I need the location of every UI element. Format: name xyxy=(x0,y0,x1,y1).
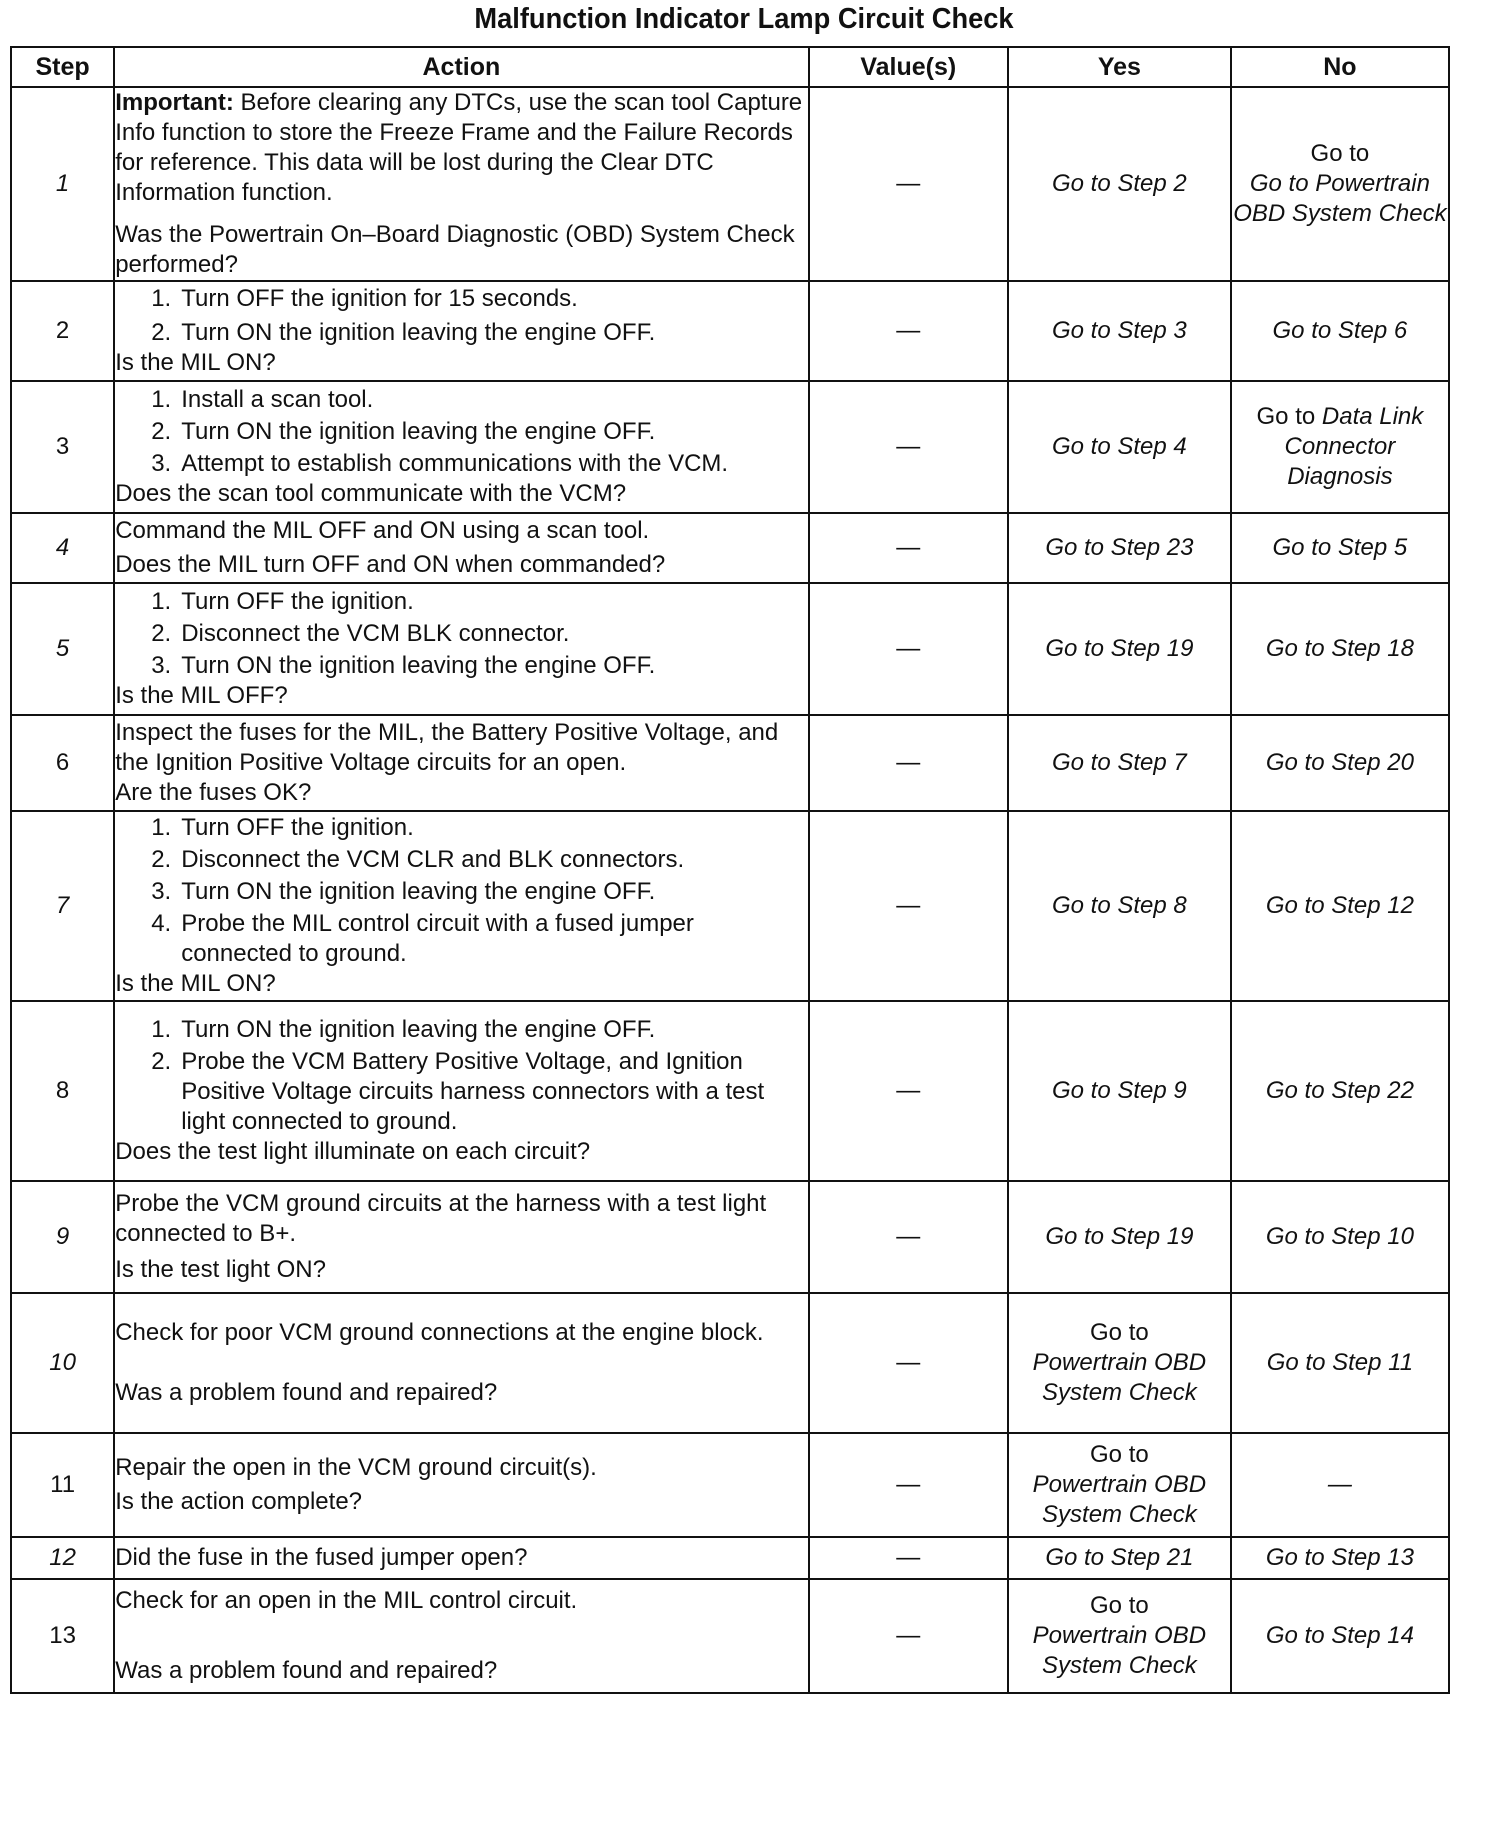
action-cell xyxy=(114,1001,808,1181)
step-number: 1 xyxy=(11,87,114,281)
no-target: Go to Powertrain OBD System Check xyxy=(1233,170,1447,227)
list-item: 3. Turn ON the ignition leaving the engine OFF. xyxy=(151,652,656,679)
table-row xyxy=(11,381,1449,513)
action-cell xyxy=(114,1537,808,1579)
yes-cell: Go to Step 2 xyxy=(1008,87,1231,281)
yes-cell xyxy=(1008,1293,1231,1433)
yes-cell: Go to Step 8 xyxy=(1008,811,1231,1001)
value-cell: — xyxy=(809,281,1008,381)
no-cell: Go to Step 22 xyxy=(1231,1001,1449,1181)
table-row xyxy=(11,811,1449,1001)
step-number: 2 xyxy=(11,281,114,381)
value-cell: — xyxy=(809,513,1008,583)
action-text: Command the MIL OFF and ON using a scan tool. xyxy=(115,517,650,544)
yes-cell: Go to Step 21 xyxy=(1008,1537,1231,1579)
action-cell xyxy=(114,583,808,715)
action-question: Does the MIL turn OFF and ON when commanded? xyxy=(115,551,666,578)
list-item: 1. Install a scan tool. xyxy=(151,386,374,413)
action-text: Did the fuse in the fused jumper open? xyxy=(115,1544,528,1571)
list-item: 3. Turn ON the ignition leaving the engine OFF. xyxy=(151,878,656,905)
action-question: Was the Powertrain On–Board Diagnostic (OBD) System Check performed? xyxy=(115,221,795,278)
action-cell xyxy=(114,513,808,583)
important-text: Before clearing any DTCs, use the scan tool Capture Info function to store the Freeze Frame and the Failure Records for reference. This data will be lost during the Clear DTC Information function. xyxy=(115,89,803,206)
table-row xyxy=(11,1433,1449,1537)
no-cell: Go to Step 18 xyxy=(1231,583,1449,715)
value-cell: — xyxy=(809,583,1008,715)
table-row xyxy=(11,281,1449,381)
table-row xyxy=(11,715,1449,811)
yes-cell: Go to Step 7 xyxy=(1008,715,1231,811)
yes-cell xyxy=(1008,1433,1231,1537)
list-item: 4. Probe the MIL control circuit with a fused jumper connected to ground. xyxy=(151,910,694,967)
list-item: 2. Turn ON the ignition leaving the engine OFF. xyxy=(151,418,656,445)
value-cell: — xyxy=(809,811,1008,1001)
action-cell xyxy=(114,1181,808,1293)
action-cell xyxy=(114,87,808,281)
action-question: Does the test light illuminate on each circuit? xyxy=(115,1138,591,1165)
table-row xyxy=(11,1579,1449,1693)
action-text: Check for poor VCM ground connections at the engine block. xyxy=(115,1319,764,1346)
no-cell: Go to Step 11 xyxy=(1231,1293,1449,1433)
value-cell: — xyxy=(809,1293,1008,1433)
value-cell: — xyxy=(809,381,1008,513)
yes-prefix: Go to xyxy=(1090,1441,1149,1468)
value-cell: — xyxy=(809,1579,1008,1693)
no-target: Data Link Connector Diagnosis xyxy=(1284,403,1424,490)
table-row xyxy=(11,1001,1449,1181)
action-question: Was a problem found and repaired? xyxy=(115,1657,498,1684)
yes-cell: Go to Step 23 xyxy=(1008,513,1231,583)
no-cell: — xyxy=(1231,1433,1449,1537)
table-row xyxy=(11,87,1449,281)
action-text: Check for an open in the MIL control circuit. xyxy=(115,1587,578,1614)
header-action: Action xyxy=(114,47,808,87)
yes-cell: Go to Step 19 xyxy=(1008,583,1231,715)
no-cell xyxy=(1231,87,1449,281)
table-row xyxy=(11,1293,1449,1433)
step-number: 11 xyxy=(11,1433,114,1537)
no-cell: Go to Step 20 xyxy=(1231,715,1449,811)
table-row xyxy=(11,583,1449,715)
step-number: 8 xyxy=(11,1001,114,1181)
header-yes: Yes xyxy=(1008,47,1231,87)
no-prefix: Go to xyxy=(1256,403,1316,430)
table-row xyxy=(11,1181,1449,1293)
step-number: 6 xyxy=(11,715,114,811)
header-step: Step xyxy=(11,47,114,87)
yes-cell: Go to Step 4 xyxy=(1008,381,1231,513)
action-question: Is the test light ON? xyxy=(115,1256,326,1283)
list-item: 2. Turn ON the ignition leaving the engine OFF. xyxy=(151,319,656,346)
yes-cell: Go to Step 3 xyxy=(1008,281,1231,381)
action-cell xyxy=(114,811,808,1001)
action-question: Does the scan tool communicate with the VCM? xyxy=(115,480,627,507)
no-cell: Go to Step 14 xyxy=(1231,1579,1449,1693)
list-item: 3. Attempt to establish communications with the VCM. xyxy=(151,450,729,477)
list-item: 2. Disconnect the VCM CLR and BLK connectors. xyxy=(151,846,685,873)
table-row xyxy=(11,513,1449,583)
action-text: Inspect the fuses for the MIL, the Battery Positive Voltage, and the Ignition Positive Voltage circuits for an open. xyxy=(115,719,779,776)
step-number: 3 xyxy=(11,381,114,513)
step-number: 10 xyxy=(11,1293,114,1433)
header-values: Value(s) xyxy=(809,47,1008,87)
action-cell xyxy=(114,281,808,381)
page-title: Malfunction Indicator Lamp Circuit Check xyxy=(474,3,1014,35)
no-cell: Go to Step 10 xyxy=(1231,1181,1449,1293)
step-number: 13 xyxy=(11,1579,114,1693)
list-item: 1. Turn ON the ignition leaving the engine OFF. xyxy=(151,1016,656,1043)
value-cell: — xyxy=(809,715,1008,811)
no-cell xyxy=(1231,381,1449,513)
action-cell xyxy=(114,715,808,811)
table-row xyxy=(11,1537,1449,1579)
yes-target: Powertrain OBD System Check xyxy=(1032,1471,1207,1528)
step-number: 5 xyxy=(11,583,114,715)
step-number: 4 xyxy=(11,513,114,583)
table-header-row xyxy=(11,47,1449,87)
action-cell xyxy=(114,1433,808,1537)
action-cell xyxy=(114,381,808,513)
action-question: Is the MIL ON? xyxy=(115,349,276,376)
list-item: 1. Turn OFF the ignition. xyxy=(151,814,414,841)
diagnostic-table xyxy=(10,46,1450,1694)
important-label: Important: xyxy=(115,89,234,116)
yes-prefix: Go to xyxy=(1090,1592,1149,1619)
list-item: 1. Turn OFF the ignition. xyxy=(151,588,414,615)
yes-target: Powertrain OBD System Check xyxy=(1032,1349,1207,1406)
value-cell: — xyxy=(809,1001,1008,1181)
no-cell: Go to Step 6 xyxy=(1231,281,1449,381)
yes-target: Powertrain OBD System Check xyxy=(1032,1622,1207,1679)
action-question: Is the MIL OFF? xyxy=(115,682,288,709)
action-cell xyxy=(114,1579,808,1693)
yes-cell xyxy=(1008,1579,1231,1693)
yes-prefix: Go to xyxy=(1090,1319,1149,1346)
step-number: 9 xyxy=(11,1181,114,1293)
no-cell: Go to Step 5 xyxy=(1231,513,1449,583)
yes-cell: Go to Step 19 xyxy=(1008,1181,1231,1293)
no-prefix: Go to xyxy=(1310,140,1370,167)
list-item: 2. Disconnect the VCM BLK connector. xyxy=(151,620,570,647)
yes-cell: Go to Step 9 xyxy=(1008,1001,1231,1181)
no-cell: Go to Step 13 xyxy=(1231,1537,1449,1579)
value-cell: — xyxy=(809,1433,1008,1537)
list-item: 2. Probe the VCM Battery Positive Voltage, and Ignition Positive Voltage circuits harness connectors with a test light connected to ground. xyxy=(151,1048,765,1135)
action-text: Probe the VCM ground circuits at the harness with a test light connected to B+. xyxy=(115,1190,767,1247)
step-number: 12 xyxy=(11,1537,114,1579)
important-note xyxy=(115,88,807,208)
action-question: Are the fuses OK? xyxy=(115,779,312,806)
value-cell: — xyxy=(809,1181,1008,1293)
list-item: 1. Turn OFF the ignition for 15 seconds. xyxy=(151,285,578,312)
action-question: Was a problem found and repaired? xyxy=(115,1379,498,1406)
value-cell: — xyxy=(809,1537,1008,1579)
action-cell xyxy=(114,1293,808,1433)
header-no: No xyxy=(1231,47,1449,87)
value-cell: — xyxy=(809,87,1008,281)
no-cell: Go to Step 12 xyxy=(1231,811,1449,1001)
action-text: Repair the open in the VCM ground circuit(s). xyxy=(115,1454,597,1481)
action-question: Is the action complete? xyxy=(115,1488,363,1515)
action-question: Is the MIL ON? xyxy=(115,970,276,997)
step-number: 7 xyxy=(11,811,114,1001)
